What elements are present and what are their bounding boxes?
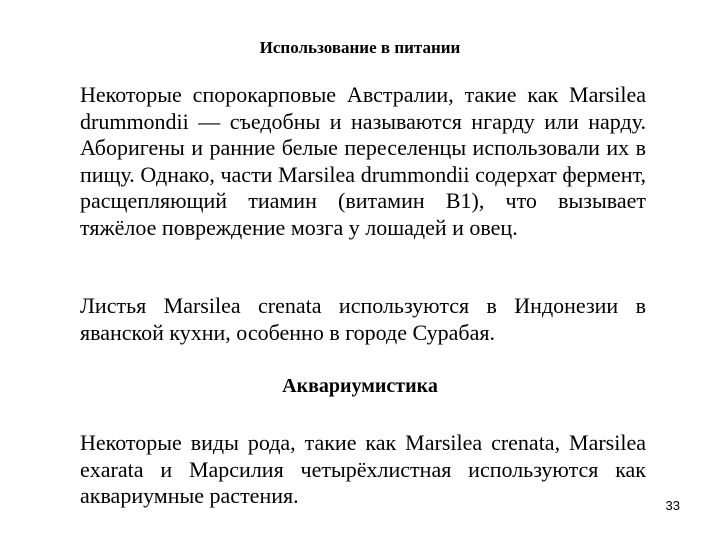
section-heading-food-use: Использование в питании [259,38,461,57]
page-number: 33 [665,498,680,513]
section-heading-aquaristics: Аквариумистика [282,375,438,397]
paragraph-aquaristics: Некоторые виды рода, такие как Marsilea crenata, Marsilea exarata и Марсилия четырёхлистная используются как аквариумные растения. [80,430,646,508]
paragraph-food-use-indonesia: Листья Marsilea crenata используются в Индонезии в яванской кухни, особенно в городе Сурабая. [80,293,646,345]
paragraph-food-use-australia: Некоторые спорокарповые Австралии, такие как Marsilea drummondii — съедобны и называются нгарду или нарду. Аборигены и ранние белые переселенцы использовали их в пищу. Однако, части Marsilea drummondii содерхат фермент, расщепляющий тиамин (витамин B1), что вызывает тяжёлое повреждение мозга у лошадей и овец. [80,82,646,240]
